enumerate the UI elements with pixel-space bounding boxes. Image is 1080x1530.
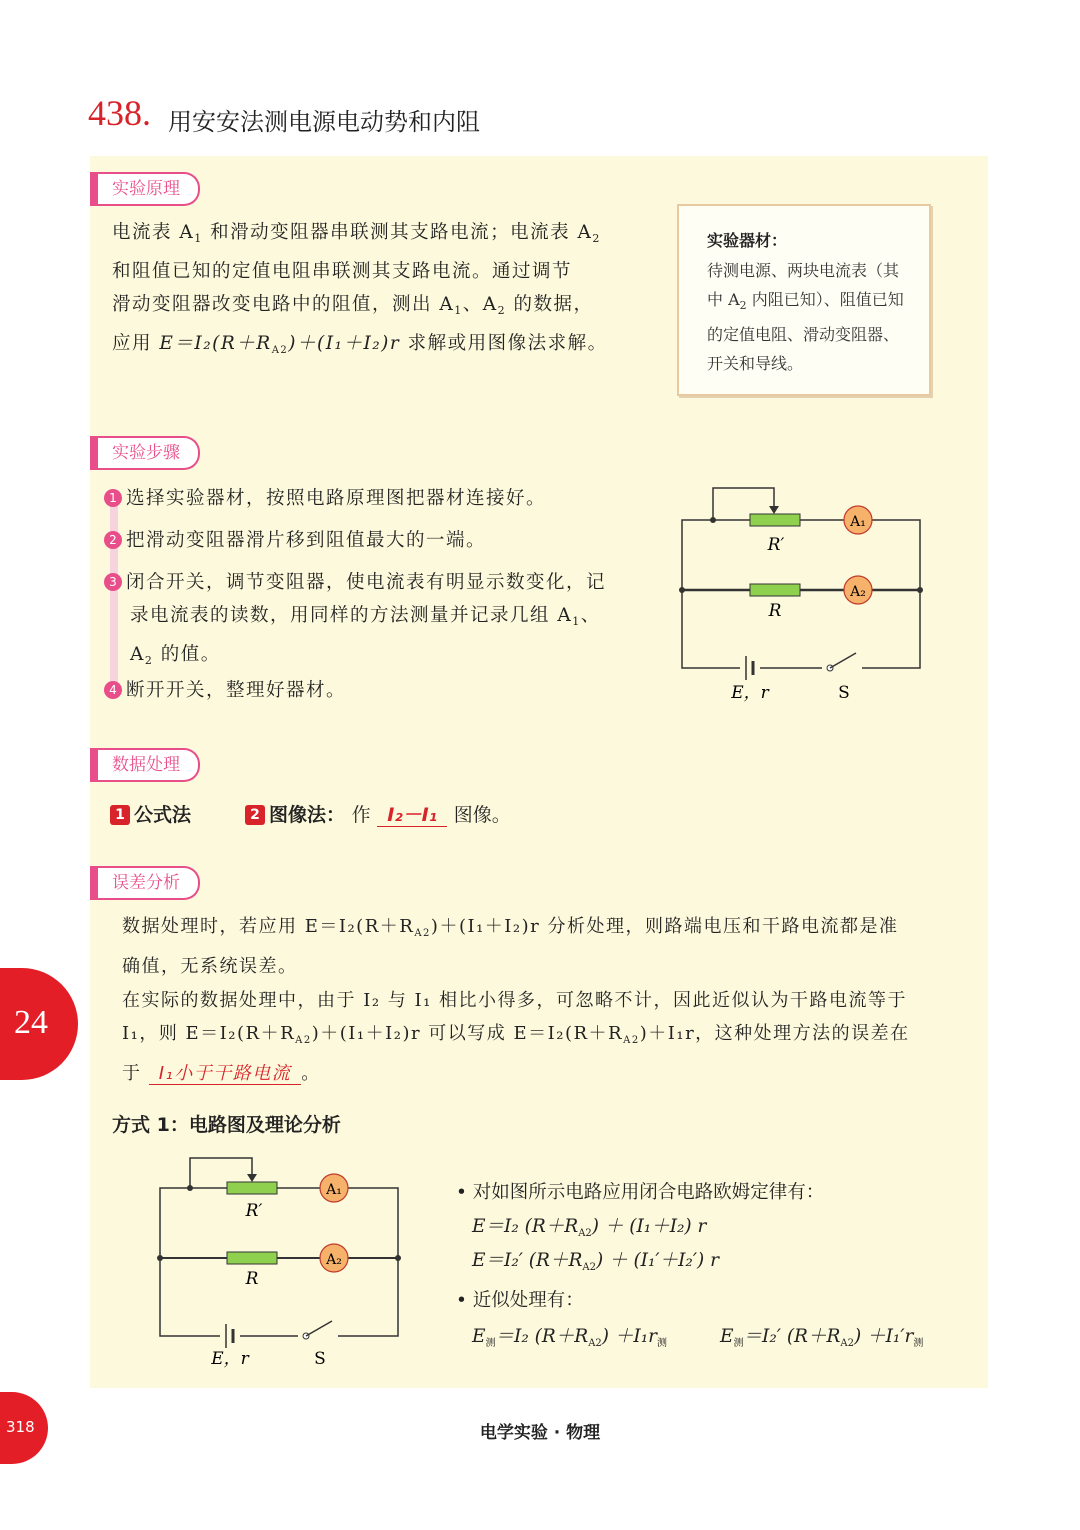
principle-text: 电流表 $A_1$ 和滑动变阻器串联测其支路电流；电流表 $A_2$ 和阻值已知的定值电阻串联测其支路电流。通过调节 滑动变阻器改变电路中的阻值，测出 $A_1$、$A_2$ 的数据， 应用 $E=I_2(R+R_{A2})+(I_1+I_2)r$ 求解或用图像法求解。 xyxy=(112,222,608,356)
equation-3: $E_测=I_2$ $(R+R_{A2}) +I_1r_测$ xyxy=(472,1326,667,1349)
section-tag-principle: 实验原理 xyxy=(90,172,200,206)
source-label: E，r xyxy=(731,683,769,703)
step-3: 3 闭合开关，调节变阻器，使电流表有明显示数变化，记 录电流表的读数，用同样的方法测量并记录几组 $A_1$、 $A_2$ 的值。 xyxy=(104,566,644,677)
step-bullet: 2 xyxy=(104,531,122,549)
method1-bullet-1: • 对如图所示电路应用闭合电路欧姆定律有： xyxy=(456,1182,825,1203)
error-blank: I₁小于干路电流 xyxy=(149,1063,302,1085)
rheostat-label: R′ xyxy=(245,1201,263,1221)
ammeter-a1-label: A₁ xyxy=(326,1182,342,1198)
section-tag-data: 数据处理 xyxy=(90,748,200,782)
equipment-body: 待测电源、两块电流表（其中 $A_2$ 内阻已知）、阻值已知的定值电阻、滑动变阻器、开关和导线。 xyxy=(707,261,904,373)
ammeter-a2-label: A₂ xyxy=(326,1252,342,1268)
resistor-label: R xyxy=(245,1269,259,1289)
graph-blank: I₂－I₁ xyxy=(377,804,447,827)
equipment-box xyxy=(677,204,931,396)
method1-title: 方式 1：电路图及理论分析 xyxy=(112,1114,341,1136)
page-number-tab: 318 xyxy=(0,1392,48,1464)
step-bullet: 3 xyxy=(104,573,122,591)
switch-label: S xyxy=(838,683,850,703)
section-tag-steps: 实验步骤 xyxy=(90,436,200,470)
step-bullet: 4 xyxy=(104,681,122,699)
source-label: E，r xyxy=(211,1349,249,1369)
step-bullet: 1 xyxy=(104,489,122,507)
problem-number: 438. xyxy=(88,93,151,133)
circuit-diagram-top xyxy=(670,480,940,710)
equipment-title: 实验器材： xyxy=(707,231,788,250)
section-tag-error: 误差分析 xyxy=(90,866,200,900)
step-1: 1 选择实验器材，按照电路原理图把器材连接好。 xyxy=(104,482,644,515)
step-4: 4 断开开关，整理好器材。 xyxy=(104,674,644,707)
method-formula: 1 公式法 xyxy=(110,800,191,827)
error-paragraph-1: 数据处理时，若应用 $E=I_2(R+R_{A2})+(I_1+I_2)r$ 分析处理，则路端电压和干路电流都是准 确值，无系统误差。 xyxy=(122,916,899,977)
equation-2: E＝I₂′ $(R+R_{A2}) + (I_1'+I_2')$ r xyxy=(472,1250,719,1273)
error-paragraph-2: 在实际的数据处理中，由于 I₂ 与 I₁ 相比小得多，可忽略不计，因此近似认为干路电流等于 I₁，则 $E=I_2(R+R_{A2})+(I_1+I_2)r$ 可以写成 $E=I_2(R+R_{A2})+I_1r$，这种处理方法的误差在 于 I₁小于干路电流 。 xyxy=(122,990,910,1084)
resistor-label: R xyxy=(768,601,782,621)
rheostat-label: R′ xyxy=(767,535,785,555)
ammeter-a1-label: A₁ xyxy=(850,514,866,530)
ammeter-a2-label: A₂ xyxy=(850,584,866,600)
page-title: 用安安法测电源电动势和内阻 xyxy=(168,108,480,136)
footer-text: 电学实验 · 物理 xyxy=(479,1423,601,1443)
circuit-diagram-bottom xyxy=(150,1150,410,1370)
switch-label: S xyxy=(314,1349,326,1369)
equation-4: $E_测=I_2'$ $(R+R_{A2}) +I_1'r_测$ xyxy=(720,1326,924,1349)
step-2: 2 把滑动变阻器滑片移到阻值最大的一端。 xyxy=(104,524,644,557)
method1-bullet-2: • 近似处理有： xyxy=(456,1290,584,1311)
equation-1: E＝I₂ $(R+R_{A2}) + (I_1+I_2)$ r xyxy=(472,1216,707,1239)
chapter-tab: 24 xyxy=(0,968,78,1080)
method-graph: 2 图像法： 作 I₂－I₁ 图像。 xyxy=(245,800,511,827)
